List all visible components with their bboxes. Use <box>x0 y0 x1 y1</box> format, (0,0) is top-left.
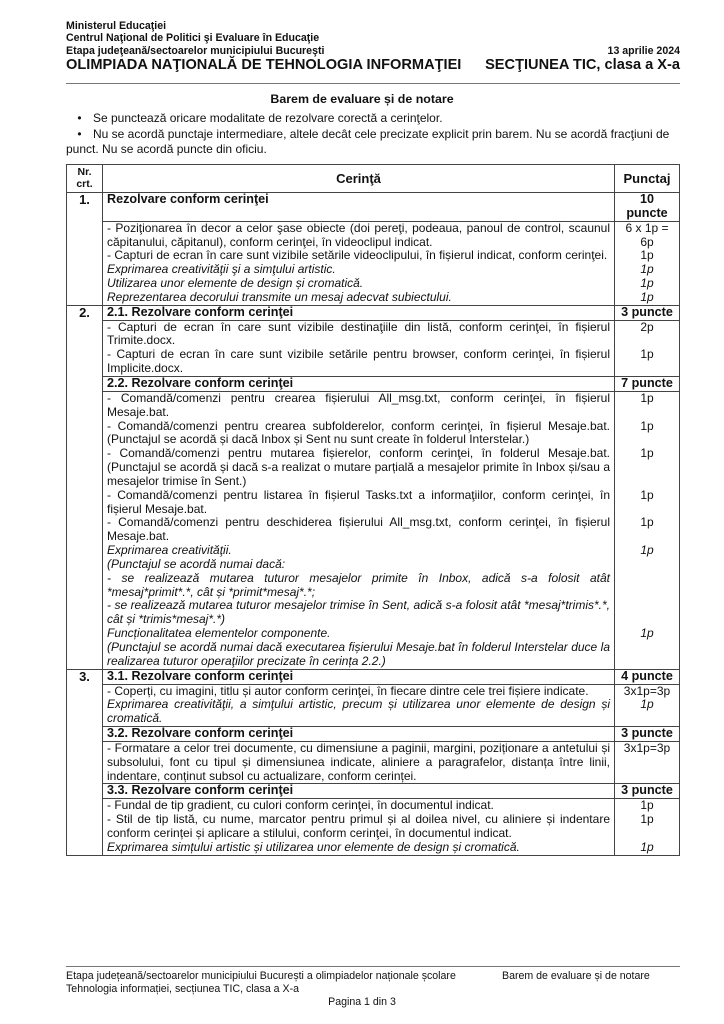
table-row <box>67 684 680 698</box>
table-row <box>67 221 680 249</box>
table-row <box>67 320 680 348</box>
table-row <box>67 813 680 841</box>
row-number <box>67 698 103 726</box>
points-value <box>615 558 680 572</box>
section-header-row <box>67 727 680 742</box>
points-value: 1p <box>615 516 680 544</box>
footer-stage: Etapa județeană/sectoarelor municipiului București a olimpiadelor naționale școlare <box>66 970 456 982</box>
section-header-row <box>67 193 680 222</box>
col-points-header: Punctaj <box>615 165 680 193</box>
row-number: 1. <box>67 193 103 222</box>
requirement-text: (Punctajul se acordă numai dacă: <box>103 558 615 572</box>
instructions-list <box>66 111 680 158</box>
points-value: 1p <box>615 799 680 813</box>
row-number <box>67 516 103 544</box>
row-number <box>67 684 103 698</box>
points-value: 3 puncte <box>615 727 680 742</box>
points-value <box>615 599 680 627</box>
requirement-text: - Capturi de ecran în care sunt vizibile setările pentru browser, conform cerinţei, în fișierul Implicite.docx. <box>103 348 615 376</box>
row-number <box>67 727 103 742</box>
section-header-row <box>67 784 680 799</box>
points-value: 3 puncte <box>615 305 680 320</box>
requirement-text: - Comandă/comenzi pentru deschiderea fișierului All_msg.txt, conform cerinţei, în fișierul Mesaje.bat. <box>103 516 615 544</box>
row-number <box>67 627 103 641</box>
requirement-text: Exprimarea simțului artistic și utilizarea unor elemente de design și cromatică. <box>103 841 615 855</box>
row-number <box>67 813 103 841</box>
points-value: 1p <box>615 249 680 263</box>
row-number <box>67 572 103 600</box>
points-value: 1p <box>615 489 680 517</box>
table-row <box>67 599 680 627</box>
row-number <box>67 784 103 799</box>
instruction-item <box>66 111 680 127</box>
requirement-text: 3.1. Rezolvare conform cerinţei <box>103 669 615 684</box>
table-body <box>67 193 680 856</box>
section-header-row <box>67 669 680 684</box>
row-number <box>67 348 103 376</box>
table-row <box>67 641 680 669</box>
footer-doc-type: Barem de evaluare și de notare <box>502 970 650 982</box>
points-value: 1p <box>615 698 680 726</box>
row-number <box>67 447 103 489</box>
instruction-text: Se punctează oricare modalitate de rezolvare corectă a cerinţelor. <box>93 111 443 125</box>
points-value: 3 puncte <box>615 784 680 799</box>
points-value: 1p <box>615 277 680 291</box>
points-value: 1p <box>615 813 680 841</box>
document-title: Barem de evaluare și de notare <box>270 92 454 106</box>
row-number <box>67 489 103 517</box>
row-number <box>67 320 103 348</box>
stage-name: Etapa judeţeană/sectoarelor municipiului Bucureşti <box>66 44 325 57</box>
points-value: 10 puncte <box>615 193 680 222</box>
requirement-text: - se realizează mutarea tuturor mesajelor trimise în Sent, adică s-a folosit atât *mesaj*trimis*.*, cât și *trimis*mesaj*.*) <box>103 599 615 627</box>
ministry-name: Ministerul Educaţiei <box>66 20 167 32</box>
points-value: 1p <box>615 291 680 305</box>
row-number <box>67 376 103 391</box>
col-nr-header: Nr. crt. <box>67 165 103 193</box>
points-value: 1p <box>615 263 680 277</box>
table-row <box>67 558 680 572</box>
requirement-text: - Capturi de ecran în care sunt vizibile destinaţiile din listă, conform cerinţei, în fișierul Trimite.docx. <box>103 320 615 348</box>
requirement-text: - Poziţionarea în decor a celor şase obiecte (doi pereţi, podeaua, panoul de control, scaunul căpitanului, căpitanul), conform cerinţei, în videoclipul indicat. <box>103 221 615 249</box>
table-row <box>67 698 680 726</box>
points-value: 4 puncte <box>615 669 680 684</box>
points-value: 2p <box>615 320 680 348</box>
page-footer <box>66 970 680 995</box>
requirement-text: (Punctajul se acordă numai dacă executarea fișierului Mesaje.bat în folderul Interstelar duce la realizarea tuturor operaţiilor precizate în cerința 2.2.) <box>103 641 615 669</box>
row-number <box>67 799 103 813</box>
center-name: Centrul Naţional de Politici şi Evaluare în Educaţie <box>66 32 320 45</box>
row-number: 3. <box>67 669 103 684</box>
requirement-text: 3.3. Rezolvare conform cerinţei <box>103 784 615 799</box>
requirement-text: Funcționalitatea elementelor componente. <box>103 627 615 641</box>
row-number <box>67 741 103 784</box>
footer-divider <box>66 966 680 967</box>
table-row <box>67 741 680 784</box>
points-value: 1p <box>615 420 680 448</box>
footer-subject: Tehnologia informației, secțiunea TIC, clasa a X-a <box>66 982 299 995</box>
points-value: 1p <box>615 348 680 376</box>
section-class: SECŢIUNEA TIC, clasa a X-a <box>485 57 680 74</box>
row-number: 2. <box>67 305 103 320</box>
points-value: 1p <box>615 544 680 558</box>
requirement-text: Exprimarea creativităţii şi a simţului artistic. <box>103 263 615 277</box>
table-row <box>67 420 680 448</box>
table-row <box>67 627 680 641</box>
requirement-text: Rezolvare conform cerinţei <box>103 193 615 222</box>
requirement-text: Utilizarea unor elemente de design și cromatică. <box>103 277 615 291</box>
requirement-text: 2.2. Rezolvare conform cerinţei <box>103 376 615 391</box>
points-value: 1p <box>615 841 680 855</box>
table-row <box>67 841 680 855</box>
row-number <box>67 391 103 419</box>
row-number <box>67 420 103 448</box>
table-row <box>67 348 680 376</box>
row-number <box>67 221 103 249</box>
requirement-text: - Comandă/comenzi pentru listarea în fișierul Tasks.txt a informaţiilor, conform cerinţei, în fișierul Mesaje.bat. <box>103 489 615 517</box>
requirement-text: - Stil de tip listă, cu nume, marcator pentru primul și al doilea nivel, cu aliniere și indentare conform cerinței și aplicare a stilului, conform cerinţei, în documentul indicat. <box>103 813 615 841</box>
points-value: 3x1p=3p <box>615 741 680 784</box>
requirement-text: Reprezentarea decorului transmite un mesaj adecvat subiectului. <box>103 291 615 305</box>
requirement-text: - Capturi de ecran în care sunt vizibile setările videoclipului, în fișierul indicat, conform cerinţei. <box>103 249 615 263</box>
row-number <box>67 277 103 291</box>
points-value: 1p <box>615 447 680 489</box>
page-number: Pagina 1 din 3 <box>328 996 396 1008</box>
row-number <box>67 841 103 855</box>
requirement-text: - se realizează mutarea tuturor mesajelor primite în Inbox, adică s-a folosit atât *mesaj*primit*.*, cât și *primit*mesaj*.*; <box>103 572 615 600</box>
table-row <box>67 489 680 517</box>
requirement-text: - Comandă/comenzi pentru crearea subfolderelor, conform cerinţei, în fișierul Mesaje.bat. (Punctajul se acordă și dacă Inbox și Sent nu sunt create în folderul Interstelar.) <box>103 420 615 448</box>
row-number <box>67 291 103 305</box>
table-row <box>67 277 680 291</box>
row-number <box>67 249 103 263</box>
table-row <box>67 516 680 544</box>
requirement-text: - Comandă/comenzi pentru mutarea fișierelor, conform cerinţei, în folderul Mesaje.bat. (Punctajul se acordă și dacă s-a realizat o mutare parțială a mesajelor primite în Inbox și/sau a mesajelor trimise în Sent.) <box>103 447 615 489</box>
row-number <box>67 558 103 572</box>
table-row <box>67 799 680 813</box>
requirement-text: - Coperți, cu imagini, titlu și autor conform cerinţei, în fiecare dintre cele trei fișiere indicate. <box>103 684 615 698</box>
requirement-text: - Formatare a celor trei documente, cu dimensiune a paginii, margini, poziționare a antetului și subsolului, font cu tipul și dimensiunea indicate, aliniere a paragrafelor, distanța între linii, indentare, conținut subsol cu actualizare, conform cerinței. <box>103 741 615 784</box>
points-value <box>615 641 680 669</box>
table-row <box>67 263 680 277</box>
instruction-text: Nu se acordă punctaje intermediare, altele decât cele precizate explicit prin barem. Nu se acordă fracţiuni de punct. Nu se acordă puncte din oficiu. <box>66 126 670 156</box>
header-divider <box>66 83 680 84</box>
table-row <box>67 249 680 263</box>
points-value: 6 x 1p = 6p <box>615 221 680 249</box>
points-value <box>615 572 680 600</box>
bullet-icon: • <box>77 126 82 141</box>
requirement-text: - Comandă/comenzi pentru crearea fișierului All_msg.txt, conform cerinţei, în fișierul Mesaje.bat. <box>103 391 615 419</box>
row-number <box>67 599 103 627</box>
requirement-text: Exprimarea creativităţii. <box>103 544 615 558</box>
table-row <box>67 391 680 419</box>
page-header <box>66 20 680 73</box>
table-row <box>67 447 680 489</box>
table-row <box>67 544 680 558</box>
exam-date: 13 aprilie 2024 <box>607 44 680 57</box>
requirement-text: 3.2. Rezolvare conform cerinţei <box>103 727 615 742</box>
section-header-row <box>67 305 680 320</box>
row-number <box>67 263 103 277</box>
row-number <box>67 641 103 669</box>
olympiad-title: OLIMPIADA NAŢIONALĂ DE TEHNOLOGIA INFORMAŢIEI <box>66 57 462 74</box>
grading-table <box>66 164 680 856</box>
requirement-text: Exprimarea creativităţii, a simţului artistic, precum și utilizarea unor elemente de design și cromatică. <box>103 698 615 726</box>
table-row <box>67 291 680 305</box>
bullet-icon: • <box>77 111 82 125</box>
points-value: 7 puncte <box>615 376 680 391</box>
row-number <box>67 544 103 558</box>
points-value: 1p <box>615 391 680 419</box>
table-header-row <box>67 165 680 193</box>
col-requirement-header: Cerinţă <box>103 165 615 193</box>
points-value: 1p <box>615 627 680 641</box>
section-header-row <box>67 376 680 391</box>
table-row <box>67 572 680 600</box>
instruction-item <box>66 127 680 158</box>
requirement-text: 2.1. Rezolvare conform cerinţei <box>103 305 615 320</box>
requirement-text: - Fundal de tip gradient, cu culori conform cerinţei, în documentul indicat. <box>103 799 615 813</box>
points-value: 3x1p=3p <box>615 684 680 698</box>
